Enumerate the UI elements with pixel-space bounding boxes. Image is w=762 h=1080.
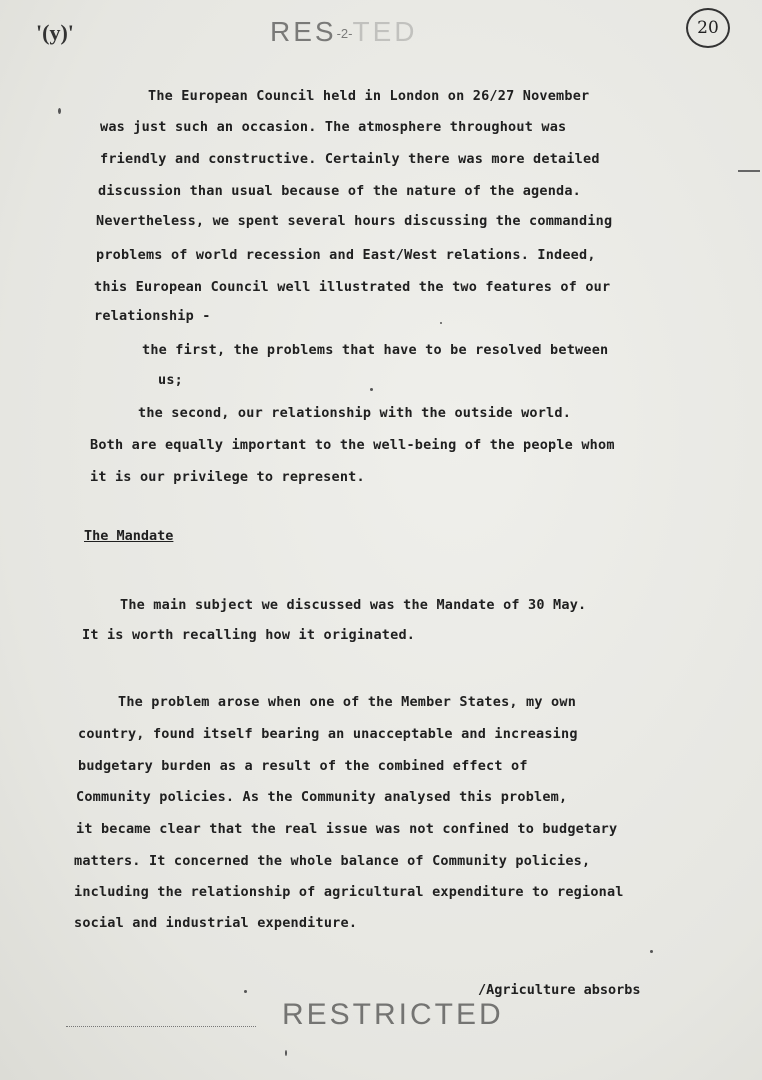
scan-speck (285, 1050, 287, 1056)
body-line: it became clear that the real issue was not confined to budgetary (76, 821, 618, 837)
stamp-top-tail: TED (352, 16, 418, 47)
dotted-rule (66, 1026, 256, 1027)
body-line: Nevertheless, we spent several hours discussing the commanding (96, 213, 613, 229)
body-line: was just such an occasion. The atmosphere throughout was (100, 119, 567, 135)
page-marker: -2- (336, 26, 353, 42)
body-line: Both are equally important to the well-being of the people whom (90, 437, 615, 453)
body-line: The main subject we discussed was the Mandate of 30 May. (120, 597, 587, 613)
body-line: it is our privilege to represent. (90, 469, 365, 485)
catchword: /Agriculture absorbs (478, 982, 641, 998)
body-line: discussion than usual because of the nature of the agenda. (98, 183, 582, 199)
body-line: the second, our relationship with the outside world. (138, 405, 572, 421)
corner-mark: '(y)' (36, 20, 74, 45)
body-line: friendly and constructive. Certainly there was more detailed (100, 151, 600, 167)
scan-speck (58, 108, 61, 114)
body-line: this European Council well illustrated the two features of our (94, 279, 611, 295)
section-heading: The Mandate (84, 528, 174, 544)
body-line: social and industrial expenditure. (74, 915, 358, 931)
body-line: budgetary burden as a result of the combined effect of (78, 758, 528, 774)
page-number-circle (686, 8, 730, 48)
scan-speck (650, 950, 653, 953)
restricted-stamp-top (270, 16, 417, 48)
body-line: The problem arose when one of the Member States, my own (118, 694, 577, 710)
scan-speck (370, 388, 373, 391)
scan-speck (440, 322, 442, 324)
body-line: Community policies. As the Community analysed this problem, (76, 789, 568, 805)
restricted-stamp-bottom: RESTRICTED (282, 998, 504, 1031)
body-line: relationship - (94, 308, 211, 324)
page-number: 20 (697, 18, 719, 38)
body-line: The European Council held in London on 26/27 November (148, 88, 590, 104)
body-line: problems of world recession and East/West relations. Indeed, (96, 247, 596, 263)
body-line: the first, the problems that have to be resolved between (142, 342, 609, 358)
scan-speck (244, 990, 247, 993)
stamp-top-text: RES (270, 16, 337, 47)
body-line: us; (158, 372, 183, 388)
body-line: matters. It concerned the whole balance of Community policies, (74, 853, 591, 869)
body-line: including the relationship of agricultural expenditure to regional (74, 884, 624, 900)
body-line: country, found itself bearing an unacceptable and increasing (78, 726, 578, 742)
body-line: It is worth recalling how it originated. (82, 627, 416, 643)
margin-mark (738, 170, 760, 172)
